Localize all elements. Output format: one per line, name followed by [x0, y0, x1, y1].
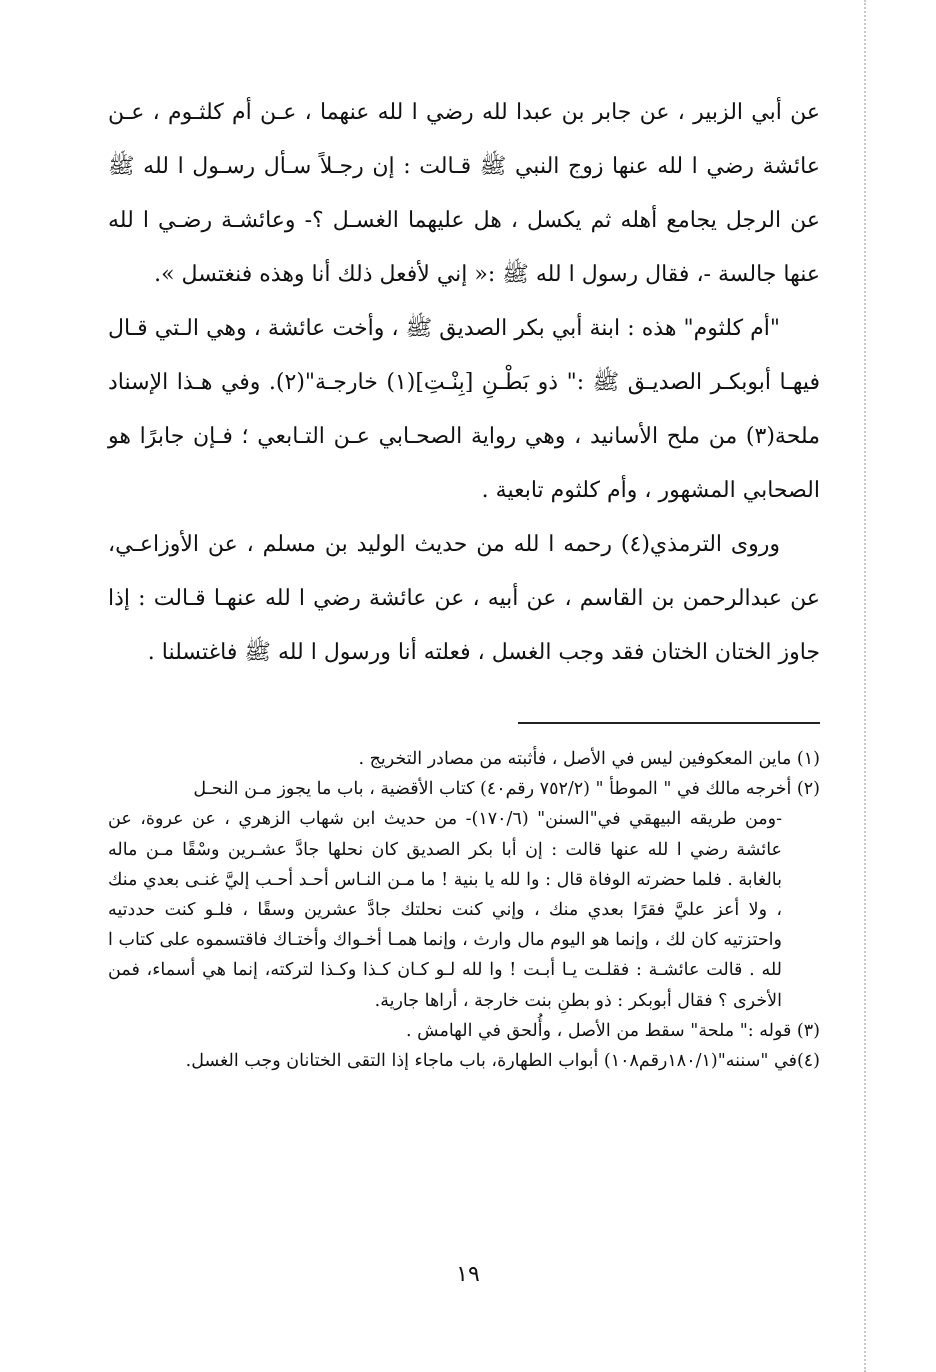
main-text-block — [108, 86, 820, 680]
footnote-2-first-line: (٢) أخرجه مالك في " الموطأ " (٧٥٢/٢ رقم٤٠) كتاب الأقضية ، باب ما يجوز مـن النحـل — [193, 779, 820, 800]
paragraph-2: "أم كلثوم" هذه : ابنة أبي بكر الصديق ﷺ ، وأخت عائشة ، وهي الـتي قـال فيهـا أبوبكـر الصديـق ﷺ :" ذو بَطْـنِ [بِنْـتِ](١) خارجـة"(٢). وفي هـذا الإسناد ملحة(٣) من ملح الأسانيد ، وهي رواية الصحـابي عـن التـابعي ؛ فـإن جابرًا هو الصحابي المشهور ، وأم كلثوم تابعية . — [108, 316, 820, 503]
footnote-4: (٤)في "سننه"(١٨٠/١رقم١٠٨) أبواب الطهارة، باب ماجاء إذا التقى الختانان وجب الغسل. — [185, 1051, 820, 1072]
footnote-3: (٣) قوله :" ملحة" سقط من الأصل ، وأُلحق في الهامش . — [406, 1020, 820, 1041]
footnote-2-continuation: -ومن طريقه البيهقي في"السنن" (١٧٠/٦)- من حديث ابن شهاب الزهري ، عن عروة، عن عائشة رضي ا لله عنها قالت : إن أبا بكر الصديق كان نحلها جادَّ عشـرين وسْقًا مـن ماله بالغابة . فلما حضرته الوفاة قال : وا لله يا بنية ! ما مـن النـاس أحـد أحـب إليَّ غنـى بعدي منك ، ولا أعز عليَّ فقرًا بعدي منك ، وإني كنت نحلتك جادَّ عشرين وسقًا ، فلـو كنت حددتيه واحتزتيه كان لك ، وإنما هو اليوم مال وارث ، وإنما همـا أخـواك وأختـاك فاقتسموه على كتاب ا لله . قالت عائشـة : فقلـت يـا أبـت ! وا لله لـو كـان كـذا وكـذا لتركته، إنما هي أسماء، فمن الأخرى ؟ فقال أبوبكر : ذو بطنِ بنت خارجة ، أراها جارية. — [108, 809, 782, 1011]
paragraph-3: وروى الترمذي(٤) رحمه ا لله من حديث الوليد بن مسلم ، عن الأوزاعـي، عن عبدالرحمن بن القاسم ، عن أبيه ، عن عائشة رضي ا لله عنهـا قـالت : إذا جاوز الختان الختان فقد وجب الغسل ، فعلته أنا ورسول ا لله ﷺ فاغتسلنا . — [108, 532, 820, 665]
scan-edge-dots — [864, 0, 866, 1372]
footnote-separator — [518, 722, 820, 724]
footnotes-block — [108, 744, 820, 1076]
footnote-1: (١) ماين المعكوفين ليس في الأصل ، فأثبته من مصادر التخريج . — [358, 749, 820, 769]
paragraph-1: عن أبي الزبير ، عن جابر بن عبدا لله رضي ا لله عنهما ، عـن أم كلثـوم ، عـن عائشة رضي ا لله عنها زوج النبي ﷺ قـالت : إن رجـلاً سـأل رسـول ا لله ﷺ عن الرجل يجامع أهله ثم يكسل ، هل عليهما الغسـل ؟- وعائشـة رضـي ا لله عنها جالسة -، فقال رسول ا لله ﷺ :« إني لأفعل ذلك أنا وهذه فنغتسل ». — [108, 100, 820, 287]
page-number: ١٩ — [456, 1262, 480, 1287]
